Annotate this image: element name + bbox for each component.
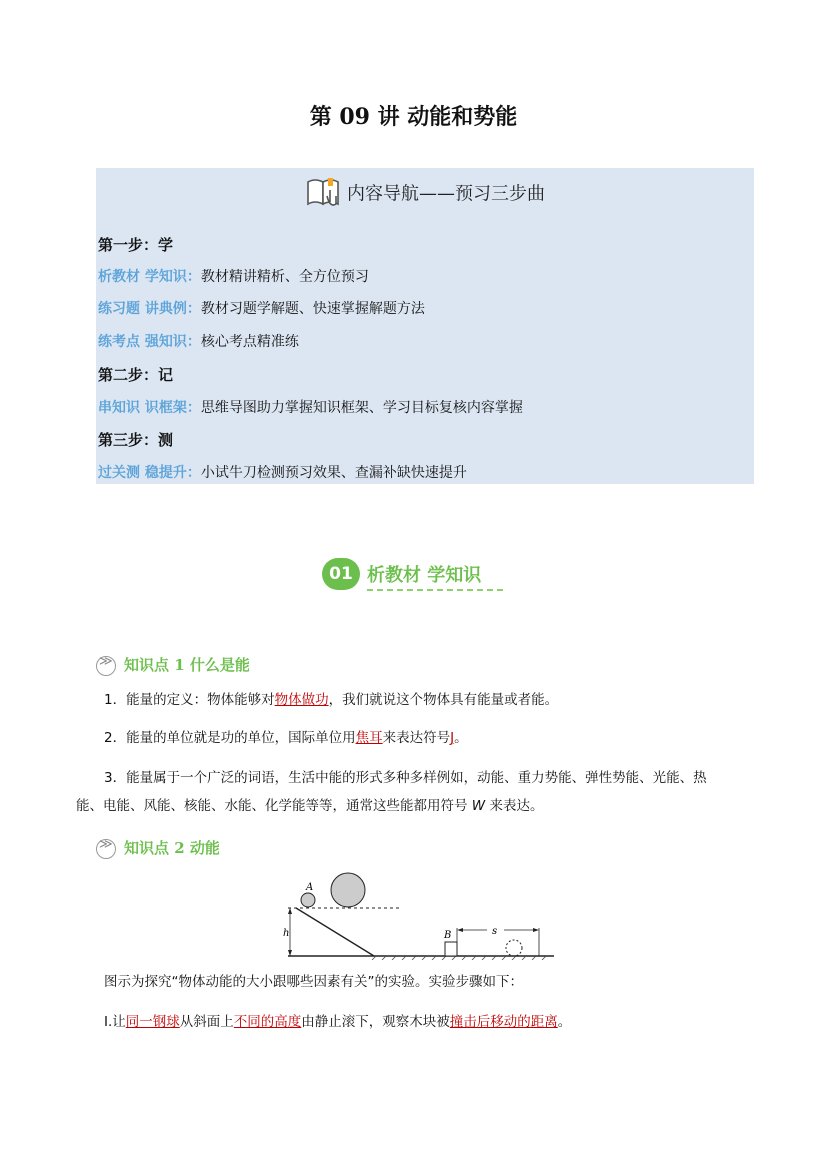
step-3-label: 第三步：测 xyxy=(98,431,174,449)
kp1-paragraph-2 xyxy=(104,724,764,752)
kp1-p2-underlined-symbol: J xyxy=(450,730,455,746)
kp2-step-underlined-3: 撞击后移动的距离 xyxy=(449,1014,558,1030)
label-h: h xyxy=(283,928,290,939)
kp1-p3-line-1: 3．能量属于一个广泛的词语，生活中能的形式多种多样例如，动能、重力势能、弹性势能、光能、热 xyxy=(104,770,707,786)
nav-item-4-key: 串知识 识框架： xyxy=(98,400,201,416)
kp1-p2-text-c: 。 xyxy=(454,730,468,746)
label-s: s xyxy=(492,926,498,937)
double-arrow-icon xyxy=(96,656,116,676)
kp1-title-text: 知识点 1 什么是能 xyxy=(124,656,250,674)
kp1-p1-text-a: 1．能量的定义：物体能够对 xyxy=(104,692,275,708)
experiment-figure xyxy=(282,868,554,960)
step-2-label: 第二步：记 xyxy=(98,366,174,384)
kp2-step-underlined-1: 同一钢球 xyxy=(125,1014,180,1030)
label-b: B xyxy=(444,930,452,941)
nav-item-5-text: 小试牛刀检测预习效果、查漏补缺快速提升 xyxy=(200,465,467,481)
nav-item-1-key: 析教材 学知识： xyxy=(98,269,201,285)
kp2-step-text-c: 由静止滚下，观察木块被 xyxy=(301,1014,450,1030)
nav-item-2-key: 练习题 讲典例： xyxy=(98,301,201,317)
label-a: A xyxy=(306,882,314,893)
nav-item-1-text: 教材精讲精析、全方位预习 xyxy=(200,269,369,285)
kp1-p3-line-2-b: 来表达。 xyxy=(485,798,544,814)
kp1-paragraph-3 xyxy=(76,764,756,820)
kp1-p3-symbol: W xyxy=(471,798,486,814)
kp1-p1-underlined: 物体做功 xyxy=(274,692,329,708)
kp2-step-text-b: 从斜面上 xyxy=(179,1014,234,1030)
kp1-p2-text-b: 来表达符号 xyxy=(382,730,451,746)
kp1-p1-text-b: ，我们就说这个物体具有能量或者能。 xyxy=(328,692,559,708)
double-arrow-icon xyxy=(96,839,116,859)
kp2-step-underlined-2: 不同的高度 xyxy=(233,1014,302,1030)
kp1-paragraph-1 xyxy=(104,686,764,714)
book-pointer-icon xyxy=(305,174,343,215)
nav-item-1 xyxy=(98,266,369,286)
nav-item-2-text: 教材习题学解题、快速掌握解题方法 xyxy=(200,301,425,317)
kp2-figure-caption: 图示为探究“物体动能的大小跟哪些因素有关”的实验。实验步骤如下： xyxy=(104,974,523,990)
knowledge-point-1-title xyxy=(96,654,250,676)
kp1-p3-line-2 xyxy=(76,792,756,820)
nav-item-3 xyxy=(98,331,299,351)
nav-item-5-key: 过关测 稳提升： xyxy=(98,465,201,481)
step-1-label: 第一步：学 xyxy=(98,236,174,254)
section-01-badge xyxy=(322,556,522,596)
section-number: 01 xyxy=(322,558,360,590)
nav-item-3-key: 练考点 强知识： xyxy=(98,334,201,350)
kp2-title-text: 知识点 2 动能 xyxy=(124,839,220,857)
nav-item-5 xyxy=(98,462,467,482)
section-label: 析教材 学知识 xyxy=(367,565,482,586)
nav-item-2 xyxy=(98,298,425,318)
nav-header-text: 内容导航——预习三步曲 xyxy=(347,183,545,205)
kp2-step-text-d: 。 xyxy=(557,1014,572,1030)
section-dashed-underline xyxy=(367,589,503,591)
nav-item-3-text: 核心考点精准练 xyxy=(200,334,299,350)
kp1-p3-line-2-a: 能、电能、风能、核能、水能、化学能等等，通常这些能都用符号 xyxy=(76,798,472,814)
kp2-step-1 xyxy=(104,1008,764,1036)
content-nav-box xyxy=(96,168,754,484)
nav-item-4-text: 思维导图助力掌握知识框架、学习目标复核内容掌握 xyxy=(200,400,523,416)
knowledge-point-2-title xyxy=(96,837,220,859)
nav-item-4 xyxy=(98,397,523,417)
kp1-p2-text-a: 2．能量的单位就是功的单位，国际单位用 xyxy=(104,730,356,746)
page-title: 第 09 讲 动能和势能 xyxy=(309,104,518,130)
kp2-step-text-a: Ⅰ.让 xyxy=(104,1014,126,1030)
kp1-p2-underlined: 焦耳 xyxy=(355,730,383,746)
nav-header xyxy=(96,174,754,215)
